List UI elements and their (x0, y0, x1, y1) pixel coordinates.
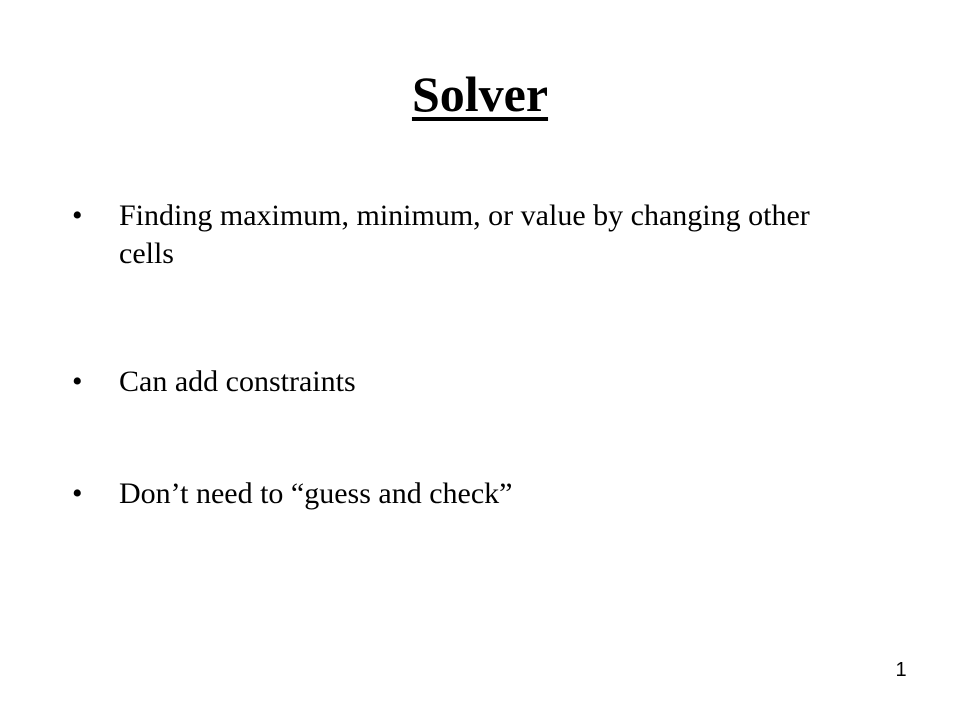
bullet-text: Can add constraints (119, 365, 356, 398)
slide-title-text: Solver (411, 66, 549, 122)
bullet-text: Don’t need to “guess and check” (119, 477, 513, 510)
page-number: 1 (895, 659, 907, 681)
bullet-marker: • (72, 477, 83, 510)
bullet-marker: • (72, 199, 83, 232)
bullet-text: Finding maximum, minimum, or value by changing other cells (119, 199, 810, 270)
bullet-marker: • (72, 365, 83, 398)
